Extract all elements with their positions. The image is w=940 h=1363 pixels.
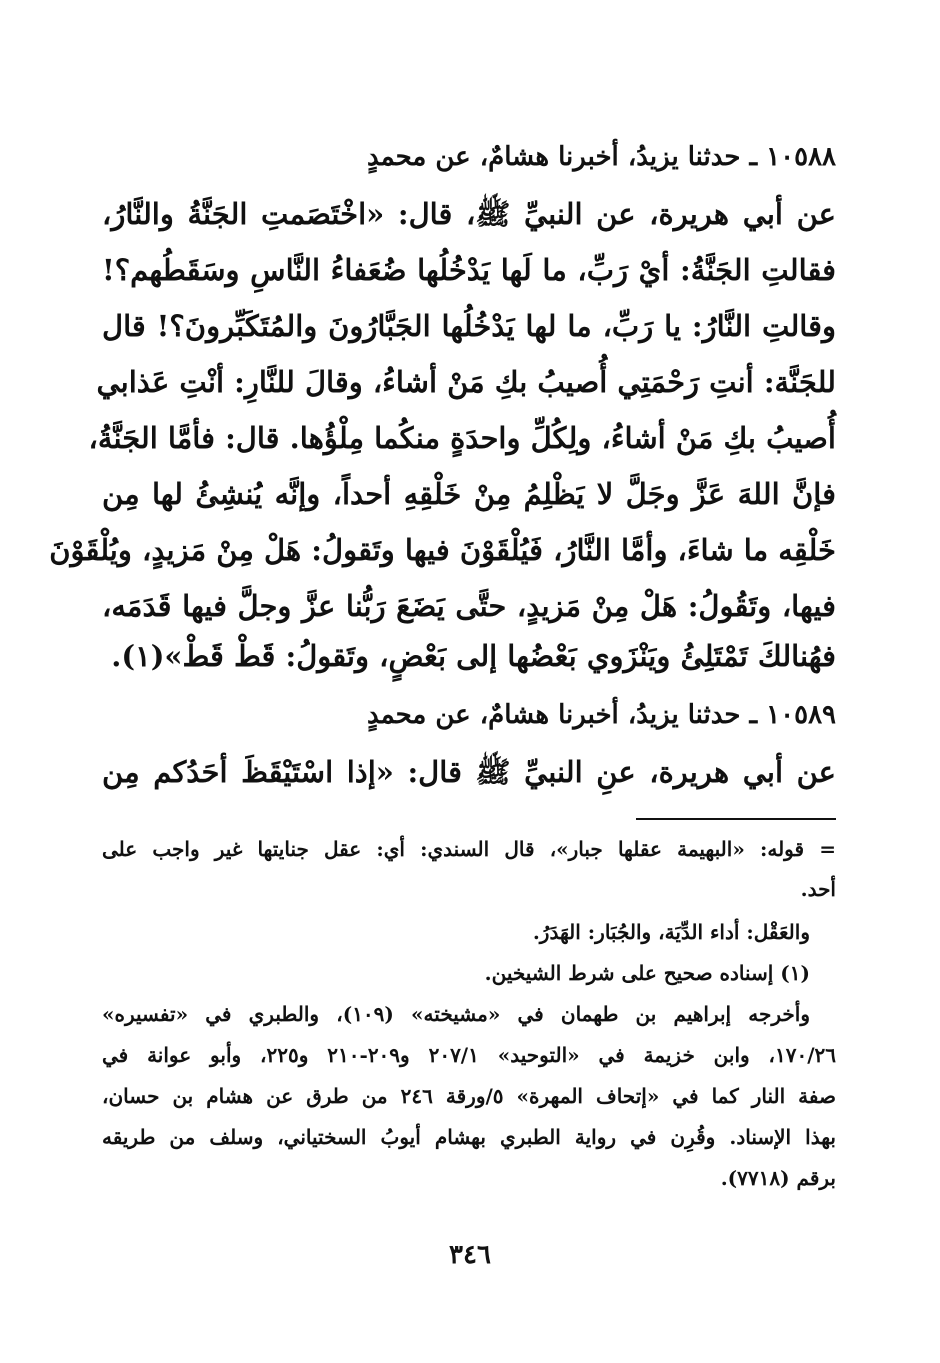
footnote-line: والعَقْل: أداء الدِّيَة، والجُبَار: الهَدَرُ.: [532, 920, 810, 944]
hadith-heading-10588: ١٠٥٨٨ ـ حدثنا يزيدُ، أخبرنا هشامٌ، عن محمدٍ: [366, 142, 836, 172]
hadith-text-line: عن أبي هريرة، عن النبيِّ ﷺ، قال: «اخْتَصَمتِ الجَنَّةُ والنَّارُ،: [102, 197, 836, 231]
footnote-marker-line: (١) إسناده صحيح على شرط الشيخين.: [484, 961, 810, 985]
hadith-text-line: فهُنالكَ تَمْتَلِئُ ويَنْزَوي بَعْضُها إلى بَعْضٍ، وتَقولُ: قَطْ قَطْ»(١).: [111, 639, 836, 673]
page-number: ٣٤٦: [449, 1240, 491, 1270]
footnote-line: ١٧٠/٢٦، وابن خزيمة في «التوحيد» ٢٠٧/١ و٢٠٩-٢١٠ و٢٢٥، وأبو عوانة في: [102, 1043, 837, 1067]
footnote-line: بهذا الإسناد. وقُرِن في رواية الطبري بهشام أيوبُ السختياني، وسلف من طريقه: [102, 1125, 836, 1149]
footnote-line: = قوله: «البهيمة عقلها جبار»، قال السندي: أي: عقل جنايتها غير واجب على: [102, 837, 836, 861]
footnote-line: أحد.: [800, 877, 836, 901]
footnote-separator: [636, 818, 836, 820]
hadith-text-line: أُصيبُ بكِ مَنْ أشاءُ، ولِكُلِّ واحدَةٍ منكُما مِلْؤُها. قال: فأمَّا الجَنَّةُ،: [88, 421, 836, 455]
hadith-text-line: فيها، وتَقُولُ: هَلْ مِنْ مَزيدٍ، حتَّى يَضَعَ رَبُّنا عزَّ وجلَّ فيها قَدَمَه،: [102, 589, 836, 623]
hadith-text-line: فقالتِ الجَنَّةُ: أيْ رَبِّ، ما لَها يَدْخُلُها ضُعَفاءُ النَّاسِ وسَقَطُهم؟!: [102, 253, 836, 287]
footnote-line: برقم (٧٧١٨).: [720, 1166, 836, 1190]
hadith-text-line: وقالتِ النَّارُ: يا رَبِّ، ما لها يَدْخُلُها الجَبَّارُونَ والمُتَكَبِّرونَ؟! قال: [102, 309, 836, 343]
footnote-line: وأخرجه إبراهيم بن طهمان في «مشيخته» (١٠٩)، والطبري في «تفسيره»: [102, 1002, 810, 1026]
hadith-text-line: خَلْقِه ما شاءَ، وأمَّا النَّارُ، فَيُلْقَوْنَ فيها وتَقولُ: هَلْ مِنْ مَزيدٍ، ويُلْقَوْنَ: [49, 533, 836, 567]
hadith-text-line: عن أبي هريرة، عنِ النبيِّ ﷺ قال: «إذا اسْتَيْقَظَ أحَدُكم مِن: [102, 755, 836, 789]
footnote-line: صفة النار كما في «إتحاف المهرة» ٥/ورقة ٢٤٦ من طرق عن هشام بن حسان،: [102, 1084, 836, 1108]
hadith-text-line: للجَنَّة: أنتِ رَحْمَتِي أُصيبُ بكِ مَنْ أشاءُ، وقالَ للنَّارِ: أنْتِ عَذابي: [96, 365, 836, 399]
hadith-heading-10589: ١٠٥٨٩ ـ حدثنا يزيدُ، أخبرنا هشامٌ، عن محمدٍ: [366, 700, 836, 730]
hadith-text-line: فإنَّ اللهَ عَزَّ وجَلَّ لا يَظْلِمُ مِنْ خَلْقِهِ أحداً، وإنَّه يُنشِئُ لها مِن: [102, 477, 836, 511]
